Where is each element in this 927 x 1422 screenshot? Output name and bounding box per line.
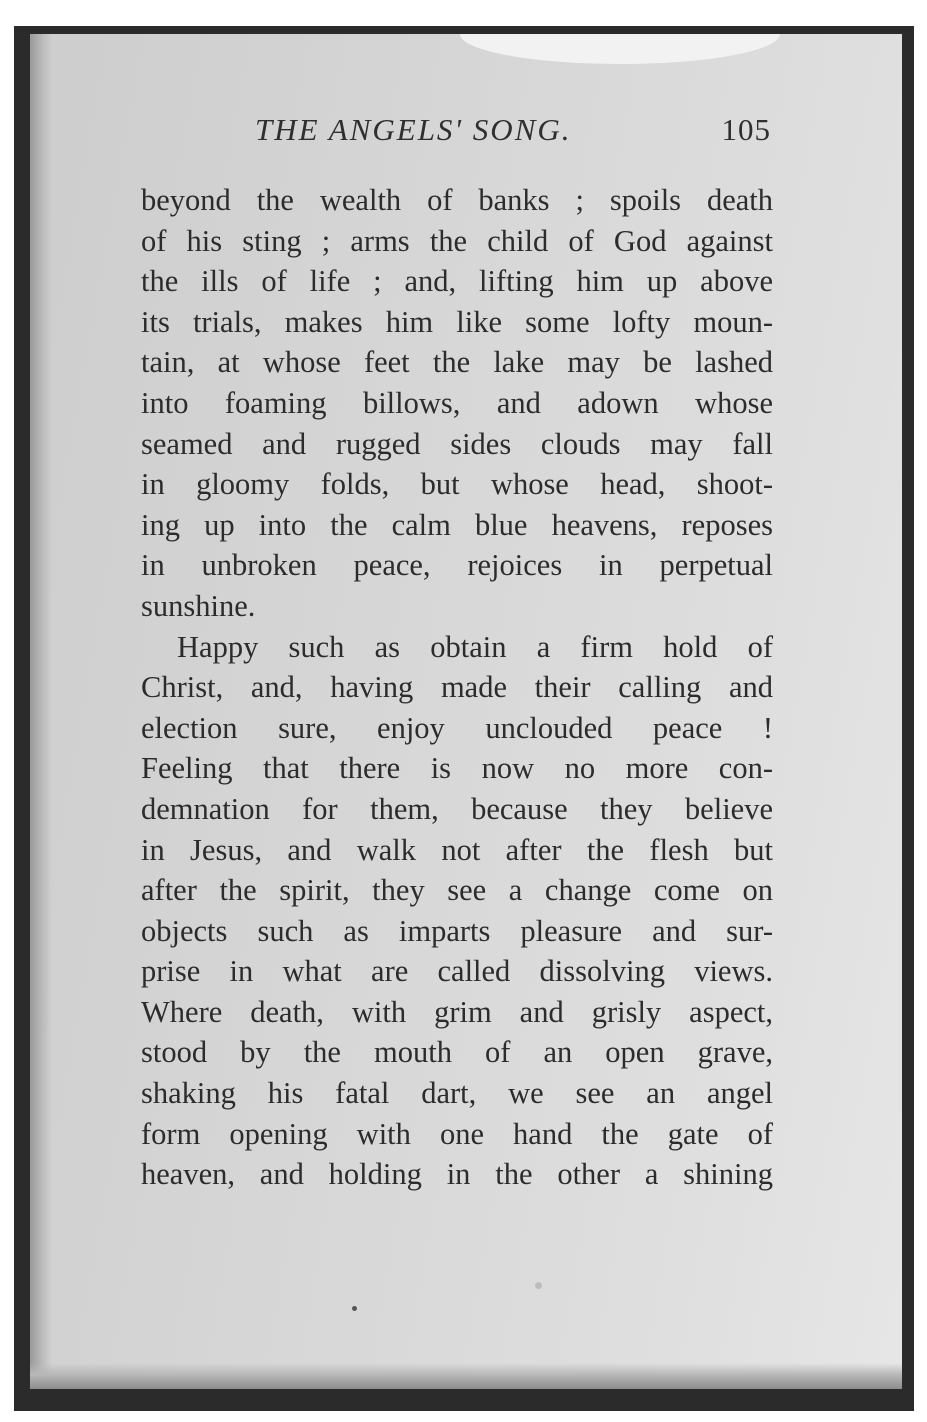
text-line: election sure, enjoy unclouded peace ! (141, 710, 773, 745)
text-line: stood by the mouth of an open grave, (141, 1035, 773, 1070)
text-line: objects such as imparts pleasure and sur- (141, 913, 773, 948)
text-line: in unbroken peace, rejoices in perpetual (141, 548, 773, 583)
paragraph-1 (141, 180, 773, 627)
text-line: Christ, and, having made their calling and (141, 670, 773, 705)
running-head (143, 112, 771, 152)
body-text (141, 180, 773, 1195)
text-line: Feeling that there is now no more con- (141, 751, 773, 786)
text-line: form opening with one hand the gate of (141, 1116, 773, 1151)
page-edge-highlight (460, 34, 780, 64)
text-line: Happy such as obtain a firm hold of (177, 629, 773, 664)
text-line: demnation for them, because they believe (141, 791, 773, 826)
text-line: its trials, makes him like some lofty moun- (141, 304, 773, 339)
text-line: into foaming billows, and adown whose (141, 385, 773, 420)
paper-speck (352, 1306, 357, 1311)
text-line: seamed and rugged sides clouds may fall (141, 426, 773, 461)
text-line: of his sting ; arms the child of God against (141, 223, 773, 258)
text-line: Where death, with grim and grisly aspect, (141, 994, 773, 1029)
paper-speck (535, 1282, 542, 1289)
text-line: heaven, and holding in the other a shining (141, 1157, 773, 1192)
text-line: prise in what are called dissolving views. (141, 954, 773, 989)
text-line: the ills of life ; and, lifting him up above (141, 264, 773, 299)
paragraph-2 (141, 627, 773, 1195)
text-line: in gloomy folds, but whose head, shoot- (141, 467, 773, 502)
page-gutter-shadow (30, 34, 52, 1389)
page-bottom-shadow (30, 1363, 902, 1389)
text-line: tain, at whose feet the lake may be lashed (141, 345, 773, 380)
running-title: THE ANGELS' SONG. (255, 112, 572, 147)
text-line: in Jesus, and walk not after the flesh but (141, 832, 773, 867)
text-line: after the spirit, they see a change come on (141, 873, 773, 908)
page-number: 105 (721, 112, 771, 147)
text-line: beyond the wealth of banks ; spoils death (141, 183, 773, 217)
text-line: sunshine. (141, 588, 256, 623)
text-line: shaking his fatal dart, we see an angel (141, 1076, 773, 1111)
text-line: ing up into the calm blue heavens, reposes (141, 507, 773, 542)
